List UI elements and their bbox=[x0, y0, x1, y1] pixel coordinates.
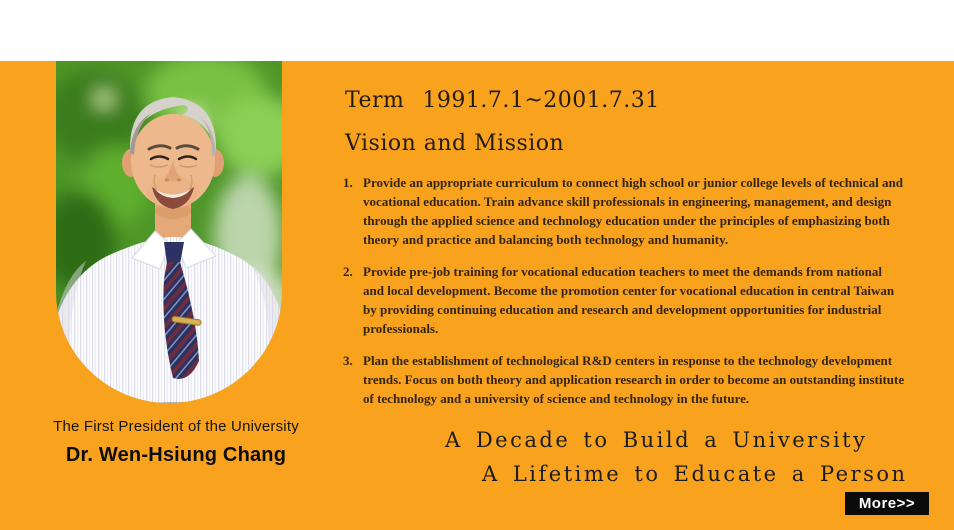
vision-item-text: Plan the establishment of technological R&D centers in response to the technology development trends. Focus on both theory and application research in order to become an outstanding institute of technology and a university of science and technology in the future. bbox=[363, 353, 905, 406]
vision-item-2 bbox=[343, 262, 905, 338]
vision-item-number: 2. bbox=[343, 264, 353, 279]
vision-item-1 bbox=[343, 173, 905, 249]
term-label: Term bbox=[345, 88, 405, 113]
more-button[interactable]: More>> bbox=[845, 492, 929, 515]
vision-item-text: Provide pre-job training for vocational education teachers to meet the demands from national and local development. Become the promotion center for vocational education in central Taiwan by providing continuing education and research and development opportunities for industrial professionals. bbox=[363, 264, 895, 336]
president-title: The First President of the University bbox=[53, 418, 299, 435]
vision-item-number: 1. bbox=[343, 175, 353, 190]
term-row bbox=[345, 88, 660, 113]
president-photo bbox=[56, 61, 282, 403]
slogan-line-2: A Lifetime to Educate a Person bbox=[482, 462, 908, 486]
vision-item-number: 3. bbox=[343, 353, 353, 368]
slogan-line-1: A Decade to Build a University bbox=[445, 428, 868, 452]
vision-item-text: Provide an appropriate curriculum to connect high school or junior college levels of technical and vocational education. Train advance skill professionals in engineering, management, and design through the applied science and technology education under the principles of emphasizing both theory and practice and balancing both technology and humanity. bbox=[363, 175, 903, 247]
top-white-bar bbox=[0, 0, 954, 61]
vision-heading: Vision and Mission bbox=[345, 131, 565, 156]
term-value: 1991.7.1~2001.7.31 bbox=[422, 88, 660, 113]
vision-list bbox=[343, 173, 905, 421]
president-name: Dr. Wen-Hsiung Chang bbox=[65, 444, 287, 466]
vision-item-3 bbox=[343, 351, 905, 408]
